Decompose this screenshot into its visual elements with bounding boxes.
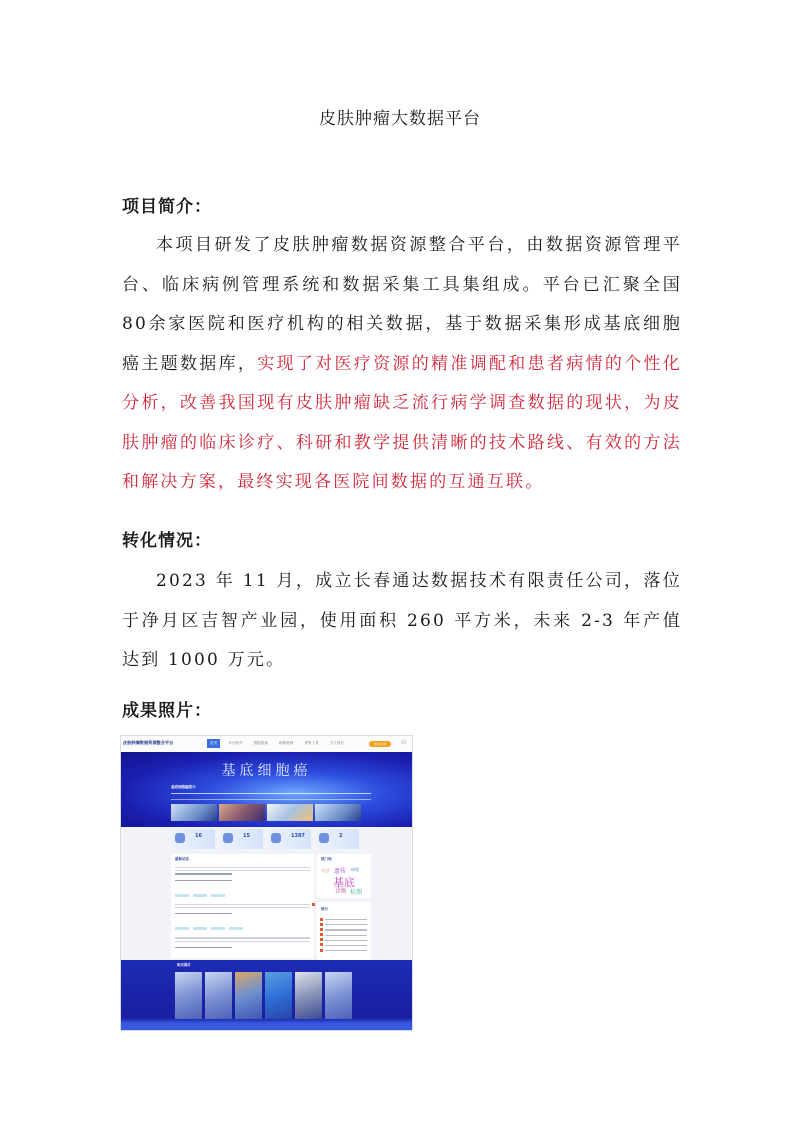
database-icon bbox=[175, 833, 185, 843]
nav-item: 平台简介 bbox=[228, 741, 243, 745]
platform-screenshot bbox=[120, 735, 413, 1031]
nav-item: 数据资源 bbox=[253, 741, 268, 745]
stat-card bbox=[171, 829, 215, 849]
stat-value: 15 bbox=[243, 833, 250, 839]
screenshot-main-panel bbox=[171, 854, 314, 958]
screenshot-stats bbox=[171, 829, 359, 849]
transfer-paragraph: 2023 年 11 月，成立长春通达数据技术有限责任公司，落位于净月区吉智产业园，使用面积 260 平方米，未来 2-3 年产值达到 1000 万元。 bbox=[122, 571, 682, 670]
image-card bbox=[205, 972, 232, 1019]
cloud-icon bbox=[271, 833, 281, 843]
chart-icon bbox=[319, 833, 329, 843]
footer-title: 相关图片 bbox=[177, 963, 191, 967]
hero-image bbox=[315, 804, 361, 821]
word-cloud: 热门词 基底 遗传 诊断 检测 化学 病理 bbox=[317, 854, 371, 898]
user-icon: ⚇ bbox=[401, 739, 407, 746]
screenshot-nav bbox=[207, 739, 347, 748]
screenshot-header bbox=[121, 736, 412, 753]
hero-text bbox=[171, 793, 371, 800]
screenshot-side-panel bbox=[317, 854, 371, 958]
intro-text: 本项目研发了皮肤肿瘤数据资源整合平台，由数据资源管理平台、临床病例管理系统和数据采集工具集组成。平台已汇聚全国80余家医院和医疗机构的相关数据，基于数据采集形成基底细胞癌主题数据库， bbox=[122, 235, 682, 374]
side-title: 排行 bbox=[317, 904, 371, 915]
intro-text-highlight: 实现了对医疗资源的精准调配和患者病情的个性化分析，改善我国现有皮肤肿瘤缺乏流行病学调查数据的现状，为皮肤肿瘤的临床诊疗、科研和教学提供清晰的技术路线、有效的方法和解决方案，最终实现各医院间数据的互通互联。 bbox=[122, 353, 682, 492]
image-card bbox=[325, 972, 352, 1019]
ranking-list bbox=[317, 902, 371, 960]
nav-item: 采集工具 bbox=[304, 741, 319, 745]
image-card bbox=[175, 972, 202, 1019]
nav-item-home: 首页 bbox=[207, 739, 220, 748]
layers-icon bbox=[223, 833, 233, 843]
stat-value: 1387 bbox=[291, 833, 305, 839]
image-card bbox=[265, 972, 292, 1019]
login-button: 登录/注册 bbox=[369, 741, 391, 747]
hero-subtitle: 基底细胞癌简介 bbox=[171, 785, 196, 789]
main-panel-title: 最新动态 bbox=[175, 857, 189, 861]
nav-item: 病例管理 bbox=[278, 741, 294, 745]
intro-paragraph bbox=[122, 226, 682, 503]
stat-card bbox=[219, 829, 263, 849]
image-cards bbox=[175, 972, 352, 1019]
image-card bbox=[235, 972, 262, 1019]
stat-card bbox=[267, 829, 311, 849]
screenshot-footer bbox=[121, 960, 412, 1031]
nav-item: 关于我们 bbox=[329, 741, 345, 745]
hero-image bbox=[219, 804, 265, 821]
side-title: 热门词 bbox=[321, 857, 332, 861]
section-heading-photos: 成果照片： bbox=[122, 701, 212, 721]
hero-title: 基底细胞癌 bbox=[221, 763, 312, 779]
section-heading-intro: 项目简介： bbox=[122, 197, 212, 217]
section-heading-transfer: 转化情况： bbox=[122, 531, 212, 551]
hero-images bbox=[171, 804, 361, 821]
screenshot-logo: 皮肤肿瘤数据资源整合平台 bbox=[123, 740, 174, 745]
image-card bbox=[295, 972, 322, 1019]
hero-image bbox=[267, 804, 313, 821]
stat-value: 16 bbox=[195, 833, 202, 839]
screenshot-hero bbox=[121, 752, 412, 827]
stat-card bbox=[315, 829, 359, 849]
hero-image bbox=[171, 804, 217, 821]
page-title: 皮肤肿瘤大数据平台 bbox=[319, 109, 481, 129]
stat-value: 2 bbox=[339, 833, 343, 839]
